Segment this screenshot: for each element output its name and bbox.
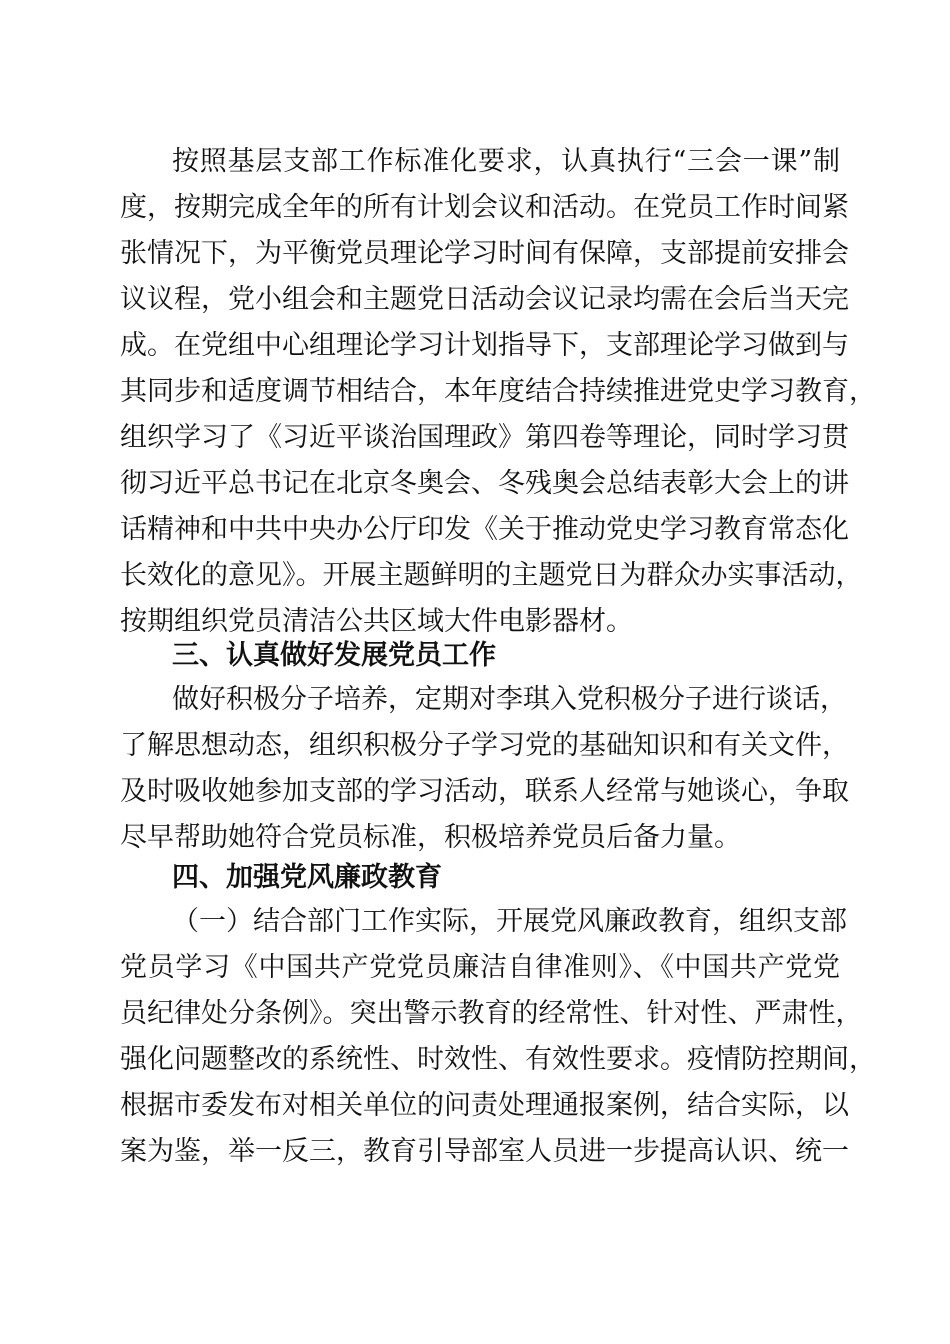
paragraph-line: 按照基层支部工作标准化要求，认真执行“三会一课”制: [172, 146, 840, 177]
paragraph-line: 按期组织党员清洁公共区域大件电影器材。: [120, 606, 633, 637]
section-heading: 三、认真做好发展党员工作: [172, 640, 496, 671]
paragraph-line: 尽早帮助她符合党员标准，积极培养党员后备力量。: [120, 822, 741, 853]
paragraph-line: 话精神和中共中央办公厅印发《关于推动党史学习教育常态化: [120, 514, 849, 545]
paragraph-line: 党员学习《中国共产党党员廉洁自律准则》、《中国共产党党: [120, 952, 840, 983]
paragraph-line: 其同步和适度调节相结合，本年度结合持续推进党史学习教育，: [120, 376, 876, 407]
paragraph-line: 长效化的意见》。开展主题鲜明的主题党日为群众办实事活动，: [120, 560, 863, 591]
paragraph-line: 组织学习了《习近平谈治国理政》第四卷等理论，同时学习贯: [120, 422, 849, 453]
paragraph-line: 强化问题整改的系统性、时效性、有效性要求。疫情防控期间，: [120, 1044, 876, 1075]
paragraph-line: 做好积极分子培养，定期对李琪入党积极分子进行谈话，: [172, 684, 847, 715]
paragraph-line: 员纪律处分条例》。突出警示教育的经常性、针对性、严肃性，: [120, 998, 863, 1029]
paragraph-line: 案为鉴，举一反三，教育引导部室人员进一步提高认识、统一: [120, 1136, 849, 1167]
paragraph-line: 度，按期完成全年的所有计划会议和活动。在党员工作时间紧: [120, 192, 849, 223]
paragraph-line: 张情况下，为平衡党员理论学习时间有保障，支部提前安排会: [120, 238, 849, 269]
paragraph-line: （一）结合部门工作实际，开展党风廉政教育，组织支部: [172, 906, 847, 937]
paragraph-line: 成。在党组中心组理论学习计划指导下，支部理论学习做到与: [120, 330, 849, 361]
section-heading: 四、加强党风廉政教育: [172, 862, 442, 893]
paragraph-line: 彻习近平总书记在北京冬奥会、冬残奥会总结表彰大会上的讲: [120, 468, 849, 499]
paragraph-line: 议议程，党小组会和主题党日活动会议记录均需在会后当天完: [120, 284, 849, 315]
paragraph-line: 了解思想动态，组织积极分子学习党的基础知识和有关文件，: [120, 730, 849, 761]
paragraph-line: 根据市委发布对相关单位的问责处理通报案例，结合实际，以: [120, 1090, 849, 1121]
paragraph-line: 及时吸收她参加支部的学习活动，联系人经常与她谈心，争取: [120, 776, 849, 807]
